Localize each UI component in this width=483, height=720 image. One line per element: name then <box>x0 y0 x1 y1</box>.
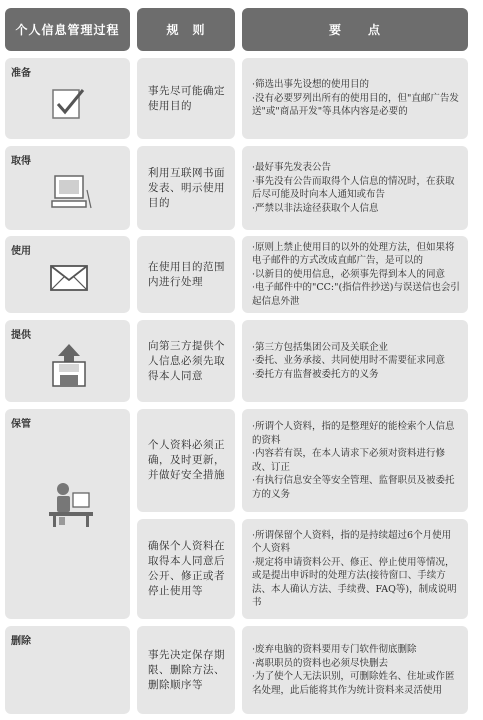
stage-provide <box>5 320 130 402</box>
points-list <box>242 146 468 230</box>
stage-label: 保管 <box>11 419 31 430</box>
stage-label: 提供 <box>11 330 31 341</box>
stage-delete <box>5 626 130 714</box>
point-item: ·委托方有监督被委托方的义务 <box>252 368 379 380</box>
point-item: ·所谓个人资料，指的是整理好的能检索个人信息的资料 <box>252 421 455 446</box>
points-list <box>242 58 468 139</box>
points-list <box>242 320 468 402</box>
header-points: 要 点 <box>242 8 468 51</box>
point-item: ·电子邮件中的"CC:"(指信件抄送)与误送信也会引起信息外泄 <box>252 282 460 307</box>
point-item: ·所谓保留个人资料，指的是持续超过6个月使用个人资料 <box>252 529 452 554</box>
points-list <box>242 409 468 512</box>
point-item: ·筛选出事先设想的使用目的 <box>252 79 370 91</box>
rule-text: 向第三方提供个人信息必须先取得本人同意 <box>137 320 235 402</box>
stage-acquire <box>5 146 130 230</box>
points-list <box>242 626 468 714</box>
stage-prepare <box>5 58 130 139</box>
envelope-icon <box>49 262 89 294</box>
rule-text: 利用互联网书面发表、明示使用目的 <box>137 146 235 230</box>
stage-use <box>5 236 130 313</box>
stage-store <box>5 409 130 619</box>
rule-text: 事先决定保存期限、删除方法、删除顺序等 <box>137 626 235 714</box>
point-item: ·废弃电脑的资料要用专门软件彻底删除 <box>252 644 417 655</box>
point-item: ·没有必要罗列出所有的使用目的，但"直邮广告发送"或"商品开发"等具体内容是必要的 <box>252 92 459 118</box>
point-item: ·有执行信息安全等安全管理、监督职员及被委托方的义务 <box>252 475 455 500</box>
header-process: 个人信息管理过程 <box>5 8 130 51</box>
point-item: ·第三方包括集团公司及关联企业 <box>252 341 389 353</box>
point-item: ·内容若有误，在本人请求下必须对资料进行修改、订正 <box>252 448 446 473</box>
rule-text: 确保个人资料在取得本人同意后公开、修正或者停止使用等 <box>137 519 235 619</box>
point-item: ·最好事先发表公告 <box>252 162 332 173</box>
point-item: ·委托、业务承接、共同使用时不需要征求同意 <box>252 355 446 367</box>
stage-label: 使用 <box>11 246 31 257</box>
point-item: ·事先没有公告而取得个人信息的情况时，在获取后尽可能及时向本人通知或布告 <box>252 175 455 200</box>
computer-icon <box>47 170 93 216</box>
points-list <box>242 236 468 313</box>
rule-text: 个人资料必须正确，及时更新，并做好安全措施 <box>137 409 235 512</box>
point-item: ·严禁以非法途径获取个人信息 <box>252 202 379 214</box>
stage-label: 删除 <box>11 636 31 647</box>
stage-label: 取得 <box>11 156 31 167</box>
rule-text: 事先尽可能确定使用目的 <box>137 58 235 139</box>
header-rule: 规 则 <box>137 8 235 51</box>
stage-label: 准备 <box>11 68 31 79</box>
point-item: ·以新目的使用信息，必须事先得到本人的同意 <box>252 268 446 280</box>
points-list <box>242 519 468 619</box>
point-item: ·为了使个人无法识别，可删除姓名、住址或作匿名处理，此后能将其作为统计资料来灵活使用 <box>252 671 455 696</box>
point-item: ·离职职员的资料也必须尽快删去 <box>252 657 389 669</box>
point-item: ·规定将申请资料公开、修正、停止使用等情况，或是提出申诉时的处理方法(接待窗口、手续方法、本人确认方法、手续费、FAQ等)，制成说明书 <box>252 556 457 608</box>
point-item: ·原则上禁止使用目的以外的处理方法，但如果将电子邮件的方式改成直邮广告，是可以的 <box>252 241 455 267</box>
rule-text: 在使用目的范围内进行处理 <box>137 236 235 313</box>
checklist-icon <box>49 84 89 124</box>
person-at-desk-icon <box>45 479 95 529</box>
floppy-upload-icon <box>50 342 88 388</box>
